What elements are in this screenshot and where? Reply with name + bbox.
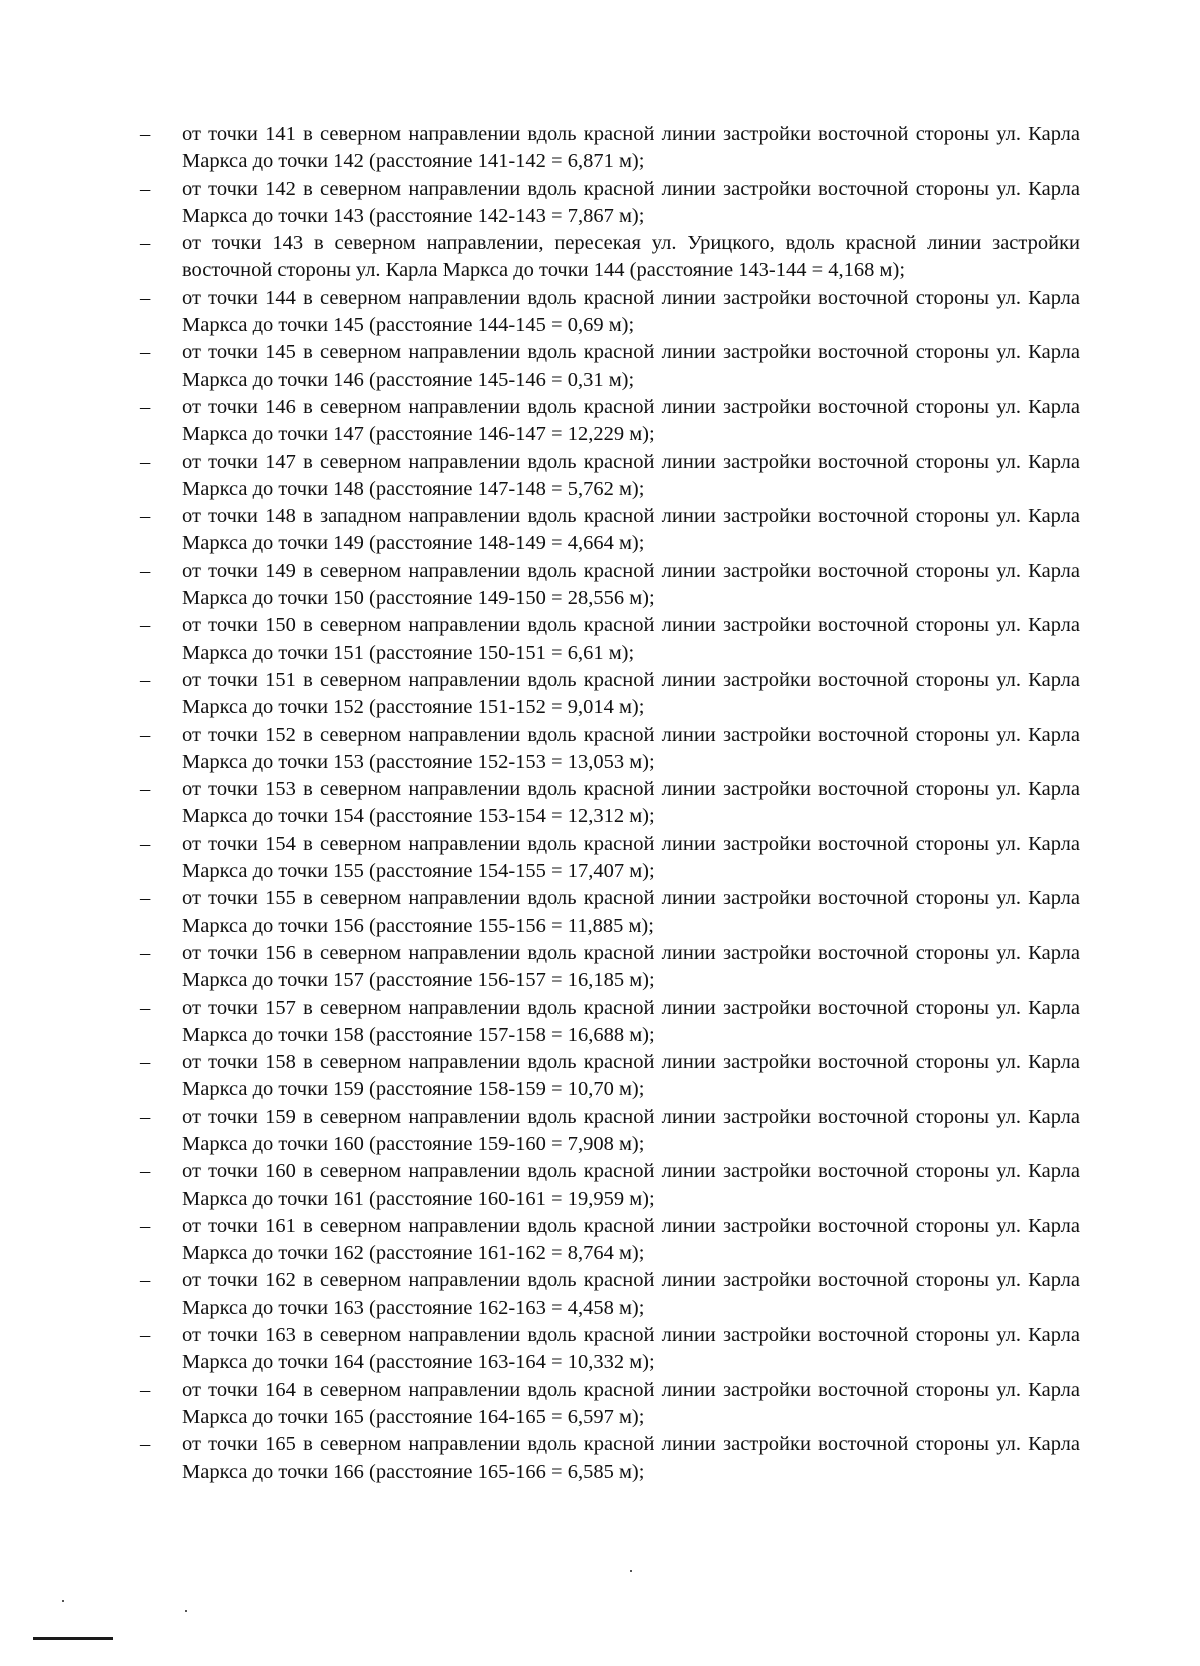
dash-bullet: – <box>140 887 151 910</box>
list-item <box>140 176 1080 231</box>
list-item <box>140 285 1080 340</box>
list-item <box>140 885 1080 940</box>
dash-bullet: – <box>140 505 151 528</box>
list-item <box>140 1104 1080 1159</box>
list-item <box>140 1049 1080 1104</box>
list-item-text: от точки 150 в северном направлении вдоль красной линии застройки восточной стороны ул. Карла Маркса до точки 151 (расстояние 150-151 = 6,61 м); <box>182 614 1080 664</box>
list-item-text: от точки 147 в северном направлении вдоль красной линии застройки восточной стороны ул. Карла Маркса до точки 148 (расстояние 147-148 = 5,762 м); <box>182 450 1080 500</box>
dash-bullet: – <box>140 1160 151 1183</box>
dash-bullet: – <box>140 1324 151 1347</box>
list-item <box>140 831 1080 886</box>
list-item <box>140 1377 1080 1432</box>
list-item-text: от точки 152 в северном направлении вдоль красной линии застройки восточной стороны ул. Карла Маркса до точки 153 (расстояние 152-153 = 13,053 м); <box>182 723 1080 773</box>
dash-bullet: – <box>140 341 151 364</box>
list-item <box>140 558 1080 613</box>
scan-artifact-dot <box>185 1610 187 1612</box>
list-item-text: от точки 146 в северном направлении вдоль красной линии застройки восточной стороны ул. Карла Маркса до точки 147 (расстояние 146-147 = 12,229 м); <box>182 395 1080 446</box>
list-item <box>140 776 1080 831</box>
dash-bullet: – <box>140 1269 151 1292</box>
list-item <box>140 612 1080 667</box>
list-item-text: от точки 157 в северном направлении вдоль красной линии застройки восточной стороны ул. Карла Маркса до точки 158 (расстояние 157-158 = 16,688 м); <box>182 996 1080 1046</box>
dash-bullet: – <box>140 1051 151 1074</box>
dash-bullet: – <box>140 450 151 473</box>
list-item <box>140 449 1080 504</box>
dash-bullet: – <box>140 559 151 582</box>
list-item <box>140 1322 1080 1377</box>
list-item-text: от точки 141 в северном направлении вдоль красной линии застройки восточной стороны ул. Карла Маркса до точки 142 (расстояние 141-142 = 6,871 м); <box>182 123 1080 173</box>
list-item-text: от точки 159 в северном направлении вдоль красной линии застройки восточной стороны ул. Карла Маркса до точки 160 (расстояние 159-160 = 7,908 м); <box>182 1105 1080 1155</box>
list-item-text: от точки 151 в северном направлении вдоль красной линии застройки восточной стороны ул. Карла Маркса до точки 152 (расстояние 151-152 = 9,014 м); <box>182 668 1080 719</box>
list-item <box>140 230 1080 285</box>
list-item <box>140 503 1080 558</box>
dash-bullet: – <box>140 832 151 855</box>
list-item-text: от точки 154 в северном направлении вдоль красной линии застройки восточной стороны ул. Карла Маркса до точки 155 (расстояние 154-155 = 17,407 м); <box>182 832 1080 883</box>
list-item-text: от точки 165 в северном направлении вдоль красной линии застройки восточной стороны ул. Карла Маркса до точки 166 (расстояние 165-166 = 6,585 м); <box>182 1433 1080 1483</box>
list-item <box>140 995 1080 1050</box>
list-item-text: от точки 161 в северном направлении вдоль красной линии застройки восточной стороны ул. Карла Маркса до точки 162 (расстояние 161-162 = 8,764 м); <box>182 1214 1080 1265</box>
list-item-text: от точки 164 в северном направлении вдоль красной линии застройки восточной стороны ул. Карла Маркса до точки 165 (расстояние 164-165 = 6,597 м); <box>182 1378 1080 1428</box>
list-item <box>140 1213 1080 1268</box>
dash-bullet: – <box>140 614 151 637</box>
list-item-text: от точки 148 в западном направлении вдоль красной линии застройки восточной стороны ул. Карла Маркса до точки 149 (расстояние 148-149 = 4,664 м); <box>182 505 1080 555</box>
list-item-text: от точки 162 в северном направлении вдоль красной линии застройки восточной стороны ул. Карла Маркса до точки 163 (расстояние 162-163 = 4,458 м); <box>182 1269 1080 1319</box>
dash-bullet: – <box>140 286 151 309</box>
dash-bullet: – <box>140 778 151 801</box>
list-item <box>140 1267 1080 1322</box>
dash-bullet: – <box>140 123 151 145</box>
list-item <box>140 339 1080 394</box>
list-item <box>140 1158 1080 1213</box>
scan-artifact-dot <box>62 1600 64 1602</box>
dash-bullet: – <box>140 996 151 1019</box>
list-item-text: от точки 142 в северном направлении вдоль красной линии застройки восточной стороны ул. Карла Маркса до точки 143 (расстояние 142-143 = 7,867 м); <box>182 177 1080 227</box>
list-item-text: от точки 156 в северном направлении вдоль красной линии застройки восточной стороны ул. Карла Маркса до точки 157 (расстояние 156-157 = 16,185 м); <box>182 941 1080 992</box>
list-item <box>140 667 1080 722</box>
dash-bullet: – <box>140 395 151 418</box>
list-item <box>140 121 1080 176</box>
list-item-text: от точки 158 в северном направлении вдоль красной линии застройки восточной стороны ул. Карла Маркса до точки 159 (расстояние 158-159 = 10,70 м); <box>182 1051 1080 1101</box>
dash-bullet: – <box>140 1378 151 1401</box>
list-item <box>140 1431 1080 1486</box>
list-item-text: от точки 163 в северном направлении вдоль красной линии застройки восточной стороны ул. Карла Маркса до точки 164 (расстояние 163-164 = 10,332 м); <box>182 1324 1080 1374</box>
dash-bullet: – <box>140 1433 151 1456</box>
list-item <box>140 394 1080 449</box>
list-item-text: от точки 153 в северном направлении вдоль красной линии застройки восточной стороны ул. Карла Маркса до точки 154 (расстояние 153-154 = 12,312 м); <box>182 778 1080 828</box>
list-item-text: от точки 144 в северном направлении вдоль красной линии застройки восточной стороны ул. Карла Маркса до точки 145 (расстояние 144-145 = 0,69 м); <box>182 286 1080 337</box>
dash-bullet: – <box>140 1214 151 1237</box>
list-item-text: от точки 143 в северном направлении, пересекая ул. Урицкого, вдоль красной линии застройки восточной стороны ул. Карла Маркса до точки 144 (расстояние 143-144 = 4,168 м); <box>182 232 1080 282</box>
dash-bullet: – <box>140 668 151 691</box>
list-item-text: от точки 145 в северном направлении вдоль красной линии застройки восточной стороны ул. Карла Маркса до точки 146 (расстояние 145-146 = 0,31 м); <box>182 341 1080 391</box>
dash-bullet: – <box>140 177 151 200</box>
list-item-text: от точки 155 в северном направлении вдоль красной линии застройки восточной стороны ул. Карла Маркса до точки 156 (расстояние 155-156 = 11,885 м); <box>182 887 1080 937</box>
scan-artifact-dot <box>630 1570 632 1572</box>
list-item <box>140 722 1080 777</box>
dash-bullet: – <box>140 232 151 255</box>
boundary-description-list <box>140 121 1080 1486</box>
dash-bullet: – <box>140 723 151 746</box>
list-item-text: от точки 149 в северном направлении вдоль красной линии застройки восточной стороны ул. Карла Маркса до точки 150 (расстояние 149-150 = 28,556 м); <box>182 559 1080 610</box>
dash-bullet: – <box>140 1105 151 1128</box>
scan-artifact-line <box>33 1637 113 1640</box>
dash-bullet: – <box>140 941 151 964</box>
list-item-text: от точки 160 в северном направлении вдоль красной линии застройки восточной стороны ул. Карла Маркса до точки 161 (расстояние 160-161 = 19,959 м); <box>182 1160 1080 1210</box>
list-item <box>140 940 1080 995</box>
